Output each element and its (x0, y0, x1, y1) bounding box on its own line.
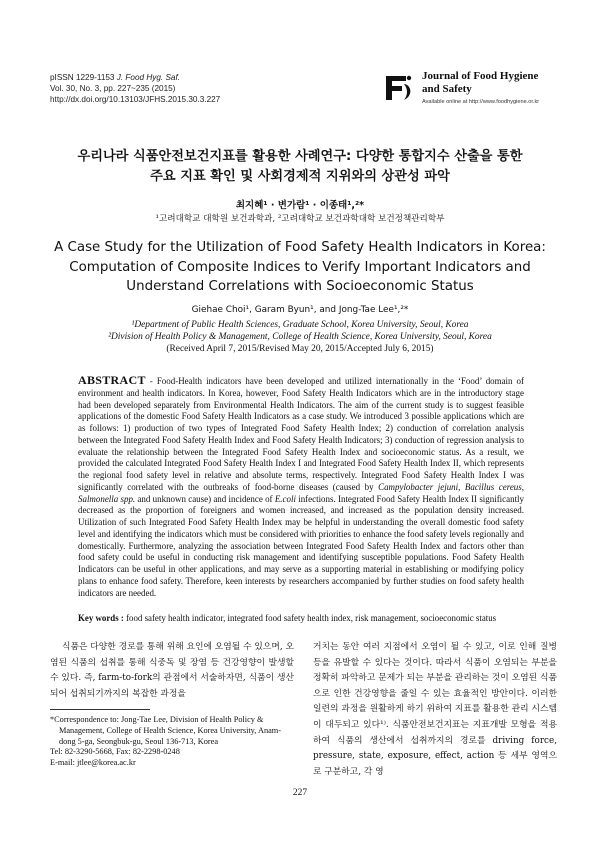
korean-affiliation: ¹고려대학교 대학원 보건과학과, ²고려대학교 보건과학대학 보건정책관리학부 (155, 214, 445, 224)
body-column-left: 식품은 다양한 경로를 통해 위해 요인에 오염될 수 있으며, 오염된 식품의 섭취를 통해 식중독 및 장염 등 건강영향이 발생할 수 있다. 즉, farm-to-fork의 관점에서 서술하자면, 식품이 생산되어 섭취되기까지의 복잡한 과정을 (50, 642, 294, 699)
journal-logo-title: Journal of Food Hygiene and Safety (422, 70, 539, 95)
journal-logo-icon (382, 72, 414, 104)
english-title: A Case Study for the Utilization of Food Safety Health Indicators in Korea: Computation of Composite Indices to Verify Important Indicators and Understand Correlations with Socioeconomic Status (54, 240, 546, 294)
body-column-right: 거치는 동안 여러 지점에서 오염이 될 수 있고, 이로 인해 질병 등을 유발할 수 있다는 것이다. 따라서 식품이 오염되는 부분을 정확히 파악하고 문제가 되는 부분을 관리하는 것이 오염된 식품으로 인한 건강영향을 줄일 수 있는 효율적인 방안이다. 이러한 일련의 과정을 원활하게 하기 위하여 지표를 활용한 관리 시스템이 대두되고 있다¹⁾. 식품안전보건지표는 지표개발 모형을 적용하여 식품의 생산에서 섭취까지의 경로를 driving force, pressure, state, exposure, effect, action 등 세부 영역으로 구분하고, 각 영 (313, 642, 557, 777)
journal-header (50, 72, 220, 105)
abstract: ABSTRACT - Food-Health indicators have been developed and utilized internationally in the ‘Food’ domain of environment and health indicators. In Korea, however, Food Safety Health Indicators which are in the introductory stage had been developed separately from Environmental Health Indicators. The aim of the current study is to suggest feasible applications of the domestic Food Safety Health Indicators as a case study. We introduced 3 possible applications which are as follows: 1) production of two types of Integrated Food Safety Health Index; 2) conduction of correlation analysis between the Integrated Food Safety Health Index and Food Safety Health Indicators; 3) conduction of regression analysis to evaluate the relationship between the Integrated Food Safety Health Index and socioeconomic status. As a result, we provided the calculated Integrated Food Safety Health Index I and Integrated Food Safety Health Index II, which represents the regional food safety level in relative and absolute terms, respectively. Integrated Food Safety Health Index I was significantly correlated with the outbreaks of food-borne diseases (caused by Campylobacter jejuni, Bacillus cereus, Salmonella spp. and unknown cause) and incidence of E.coli infections. Integrated Food Safety Health Index II significantly decreased as the proportion of foreigners and women increased, and increased as the population density increased. Utilization of such Integrated Food Safety Health Index may be helpful in understanding the overall domestic food safety level and identifying the indicators which must be considered with priorities to enhance the food safety levels regionally and domestically. Furthermore, analyzing the association between Integrated Food Safety Health Index and factors other than food safety could be useful in conducting risk management and identifying susceptible populations. Food Safety Health Indicators can be useful in other applications, and may serve as a supporting material in establishing or modifying policy plans to enhance food safety. Therefore, keen interests by researchers accompanied by further studies on food safety health indicators are needed. (78, 373, 525, 598)
journal-logo (382, 70, 552, 110)
page-number: 227 (292, 788, 308, 798)
abstract-label: ABSTRACT (78, 373, 146, 387)
correspondence-footnote: *Correspondence to: Jong-Tae Lee, Division of Health Policy & Management, College of Health Science, Korea University, Anam- dong 5-ga, Seongbuk-gu, Seoul 136-713, Korea Tel: 82-3290-5668, Fax: 82-2298-0248 E-mail: jtlee@korea.ac.kr (50, 715, 300, 769)
volume-line: Vol. 30, No. 3, pp. 227~235 (2015) (50, 84, 176, 93)
doi-link[interactable]: http://dx.doi.org/10.13103/JFHS.2015.30.3.227 (50, 95, 221, 104)
received-dates: (Received April 7, 2015/Revised May 20, 2015/Accepted July 6, 2015) (166, 343, 434, 354)
email[interactable]: E-mail: jtlee@korea.ac.kr (50, 758, 136, 768)
english-authors: Giehae Choi¹, Garam Byun¹, and Jong-Tae Lee¹,²* (191, 305, 409, 315)
keywords-label: Key words : (78, 613, 124, 623)
korean-title: 우리나라 식품안전보건지표를 활용한 사례연구: 다양한 통합지수 산출을 통한 주요 지표 확인 및 사회경제적 지위와의 상관성 파악 (77, 149, 523, 184)
footnote-divider (50, 709, 150, 710)
keywords: Key words : food safety health indicator, integrated food safety health index, risk management, socioeconomic status (78, 613, 497, 623)
korean-authors: 최지혜¹ · 변가람¹ · 이종태¹,²* (235, 200, 365, 211)
issn-line: pISSN 1229-1153 J. Food Hyg. Saf. (50, 73, 181, 82)
journal-logo-subtitle: Available online at http://www.foodhygiene.or.kr (422, 99, 540, 105)
english-affiliation: ¹Department of Public Health Sciences, Graduate School, Korea University, Seoul, Korea ²Division of Health Policy & Management, College of Health Science, Korea University, Seoul, Korea (Received April 7, 2015/Revised May 20, 2015/Accepted July 6, 2015) (0, 320, 600, 355)
